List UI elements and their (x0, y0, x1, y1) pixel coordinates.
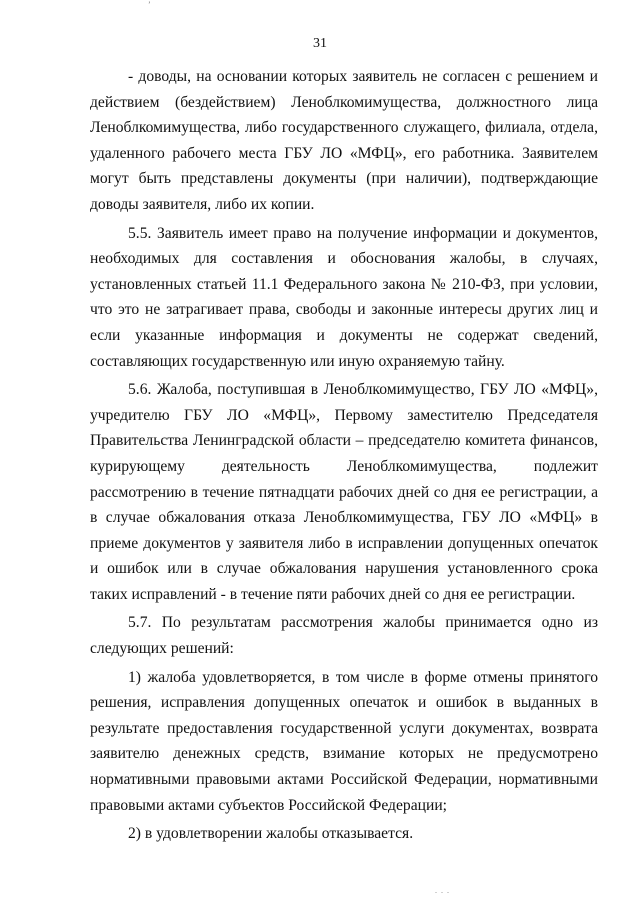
paragraph-5-6: 5.6. Жалоба, поступившая в Леноблкомимущество, ГБУ ЛО «МФЦ», учредителю ГБУ ЛО «МФЦ», Первому заместителю Председателя Правительства Ленинградской области – председателю комитета финансов, курирующему деятельность Леноблкомимущества, подлежит рассмотрению в течение пятнадцати рабочих дней со дня ее регистрации, а в случае обжалования отказа Леноблкомимущества, ГБУ ЛО «МФЦ» в приеме документов у заявителя либо в исправлении допущенных опечаток и ошибок или в случае обжалования нарушения установленного срока таких исправлений - в течение пяти рабочих дней со дня ее регистрации. (90, 381, 598, 603)
paragraph-5-5: 5.5. Заявитель имеет право на получение информации и документов, необходимых для составления и обоснования жалобы, в случаях, установленных статьей 11.1 Федерального закона № 210-ФЗ, при условии, что это не затрагивает права, свободы и законные интересы других лиц и если указанные информация и документы не содержат сведений, составляющих государственную или иную охраняемую тайну. (90, 224, 598, 370)
scan-artifact: . . . (435, 886, 450, 895)
paragraph-arguments: - доводы, на основании которых заявитель не согласен с решением и действием (бездействием) Леноблкомимущества, должностного лица Леноблкомимущества, либо государственного служащего, филиала, отдела, удаленного рабочего места ГБУ ЛО «МФЦ», его работника. Заявителем могут быть представлены документы (при наличии), подтверждающие доводы заявителя, либо их копии. (90, 68, 598, 213)
page-number: 31 (313, 36, 327, 51)
paragraph-decision-2: 2) в удовлетворении жалобы отказывается. (128, 825, 414, 843)
paragraph-decision-1: 1) жалоба удовлетворяется, в том числе в форме отмены принятого решения, исправления допущенных опечаток и ошибок в выданных в результате предоставления государственной услуги документах, возврата заявителю денежных средств, взимание которых не предусмотрено нормативными правовыми актами Российской Федерации, нормативными правовыми актами субъектов Российской Федерации; (90, 668, 598, 814)
scan-mark: ’ (148, 0, 151, 9)
paragraph-5-7: 5.7. По результатам рассмотрения жалобы принимается одно из следующих решений: (90, 614, 598, 658)
document-body (90, 64, 598, 850)
